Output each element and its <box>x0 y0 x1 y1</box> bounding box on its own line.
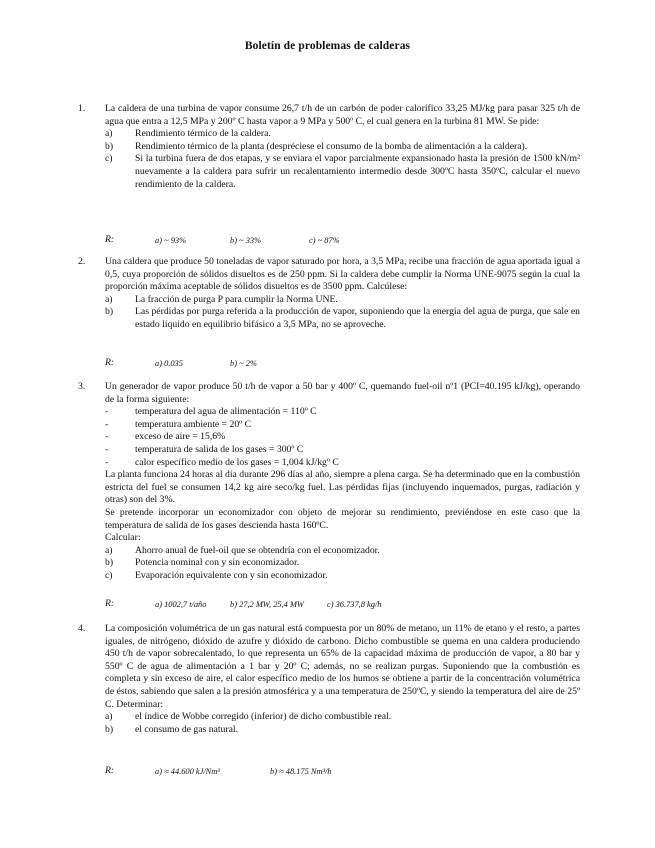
item-label: a) <box>105 544 113 556</box>
problem-statement: La caldera de una turbina de vapor consume 26,7 t/h de un carbón de poder calorífico 33,25 MJ/kg para pasar 325 t/h de agua que entra a 12,5 MPa y 200º C hasta vapor a 9 MPa y 500º C, el cual genera en la turbina 81 MW. Se pide: <box>105 103 580 127</box>
item-label: - <box>105 431 109 443</box>
answers-row <box>105 598 580 611</box>
answer-a: a) ≈ 44.600 kJ/Nm³ <box>155 767 220 776</box>
list-item <box>105 306 580 331</box>
answer-label: R: <box>105 598 115 609</box>
problem-statement: Un generador de vapor produce 50 t/h de vapor a 50 bar y 400º C, quemando fuel-oil nº1 (PCI=40.195 kJ/kg), operando de la forma siguiente: <box>105 381 580 405</box>
list-item <box>105 711 580 724</box>
list-item <box>105 444 580 457</box>
item-label: a) <box>105 293 113 305</box>
item-label: b) <box>105 723 114 735</box>
list-item <box>105 457 580 470</box>
item-text: Potencia nominal con y sin economizador. <box>135 557 300 569</box>
item-label: - <box>105 406 109 418</box>
item-label: c) <box>105 569 113 581</box>
answers-row <box>105 357 580 370</box>
item-label: c) <box>105 153 113 165</box>
list-item <box>105 431 580 444</box>
item-text: temperatura ambiente = 20º C <box>135 418 252 430</box>
answer-b: b) 27,2 MW, 25,4 MW <box>230 600 304 609</box>
item-label: b) <box>105 140 114 152</box>
answer-a: a) ~ 93% <box>155 236 187 245</box>
list-item <box>105 141 580 154</box>
list-item <box>105 406 580 419</box>
item-label: - <box>105 443 109 455</box>
page-title: Boletín de problemas de calderas <box>244 40 411 52</box>
list-item <box>105 294 580 307</box>
problem-number: 1. <box>78 103 86 114</box>
problem-body <box>105 256 580 332</box>
problem-statement: Una caldera que produce 50 toneladas de vapor saturado por hora, a 3,5 MPa, recibe una fracción de agua aportada igual a 0,5, cuya proporción de sólidos disueltos es de 250 ppm. Si la caldera debe cumplir la Norma UNE-9075 según la cual la proporción máxima aceptable de sólidos disueltos es de 3500 ppm. Calcúlese: <box>105 256 580 293</box>
answers-row <box>105 234 580 247</box>
item-text: el índice de Wobbe corregido (inferior) de dicho combustible real. <box>135 711 392 723</box>
item-text: La fracción de purga P para cumplir la Norma UNE. <box>135 293 338 305</box>
answer-b: b) ≈ 48.175 Nm³/h <box>270 767 332 776</box>
item-label: b) <box>105 306 114 318</box>
answer-c: c) ~ 87% <box>309 236 340 245</box>
item-text: calor específico medio de los gases = 1,004 kJ/kgº C <box>135 456 339 468</box>
list-item <box>105 153 580 191</box>
item-text: Si la turbina fuera de dos etapas, y se enviara el vapor parcialmente expansionado hasta la presión de 1500 kN/m² nuevamente a la caldera para sufrir un recalentamiento intermedio desde 300ºC hasta 350ºC, calcular el nuevo rendimiento de la caldera. <box>135 153 580 190</box>
answer-a: a) 1002,7 t/año <box>155 600 207 609</box>
problem-paragraph: La planta funciona 24 horas al día durante 296 días al año, siempre a plena carga. Se ha determinado que en la combustión estricta del fuel se consumen 14,2 kg aire seco/kg fuel. Las pérdidas fijas (incluyendo inquemados, purgas, radiación y otras) son del 3%. <box>105 469 580 506</box>
problem-body <box>105 381 580 583</box>
problem-body <box>105 623 580 736</box>
item-text: Rendimiento térmico de la caldera. <box>135 128 271 140</box>
problem-number: 4. <box>78 623 86 634</box>
answer-label: R: <box>105 234 115 245</box>
list-item <box>105 545 580 558</box>
answer-c: c) 36.737,8 kg/h <box>327 600 382 609</box>
list-item <box>105 557 580 570</box>
answer-b: b) ~ 33% <box>230 236 262 245</box>
item-label: - <box>105 418 109 430</box>
problem-number: 2. <box>78 256 86 267</box>
list-item <box>105 570 580 583</box>
answer-label: R: <box>105 357 115 368</box>
item-text: Evaporación equivalente con y sin economizador. <box>135 569 328 581</box>
problem-body <box>105 103 580 191</box>
list-item <box>105 419 580 432</box>
item-text: temperatura de salida de los gases = 300º C <box>135 443 304 455</box>
calc-label: Calcular: <box>105 532 141 544</box>
item-text: exceso de aire = 15,6% <box>135 431 226 443</box>
problem-statement: La composición volumétrica de un gas natural está compuesta por un 80% de metano, un 11% de etano y el resto, a partes iguales, de nitrógeno, dióxido de azufre y dióxido de carbono. Dicho combustible se quema en una caldera produciendo 450 t/h de vapor sobrecalentado, lo que representa un 65% de la capacidad máxima de producción de vapor, a 80 bar y 550º C de agua de alimentación a 1 bar y 20º C; además, no se realizan purgas. Suponiendo que la combustión es completa y sin exceso de aire, el calor específico medio de los humos se obtiene a partir de la concentración volumétrica de éstos, sabiendo que salen a la presión atmosférica y a una temperatura de 250ºC, y siendo la temperatura del aire de 25º C. Determinar: <box>105 623 580 710</box>
answer-label: R: <box>105 765 115 776</box>
answer-b: b) ~ 2% <box>230 359 257 368</box>
problem-number: 3. <box>78 381 86 392</box>
answer-a: a) 0.035 <box>155 359 183 368</box>
item-text: Las pérdidas por purga referida a la producción de vapor, suponiendo que la energía del agua de purga, que sale en estado líquido en equilibrio bifásico a 3,5 MPa, no se aproveche. <box>135 306 580 330</box>
item-text: temperatura del agua de alimentación = 110º C <box>135 406 317 418</box>
item-label: - <box>105 456 109 468</box>
item-label: b) <box>105 557 114 569</box>
problem-paragraph: Se pretende incorporar un economizador con objeto de mejorar su rendimiento, previéndose en este caso que la temperatura de salida de los gases descienda hasta 160ºC. <box>105 506 580 531</box>
item-label: a) <box>105 128 113 140</box>
answers-row <box>105 765 580 778</box>
item-text: el consumo de gas natural. <box>135 723 239 735</box>
item-text: Ahorro anual de fuel-oil que se obtendría con el economizador. <box>135 544 380 556</box>
item-text: Rendimiento térmico de la planta (despréciese el consumo de la bomba de alimentación a la caldera). <box>135 140 528 152</box>
item-label: a) <box>105 711 113 723</box>
list-item <box>105 128 580 141</box>
list-item <box>105 724 580 737</box>
